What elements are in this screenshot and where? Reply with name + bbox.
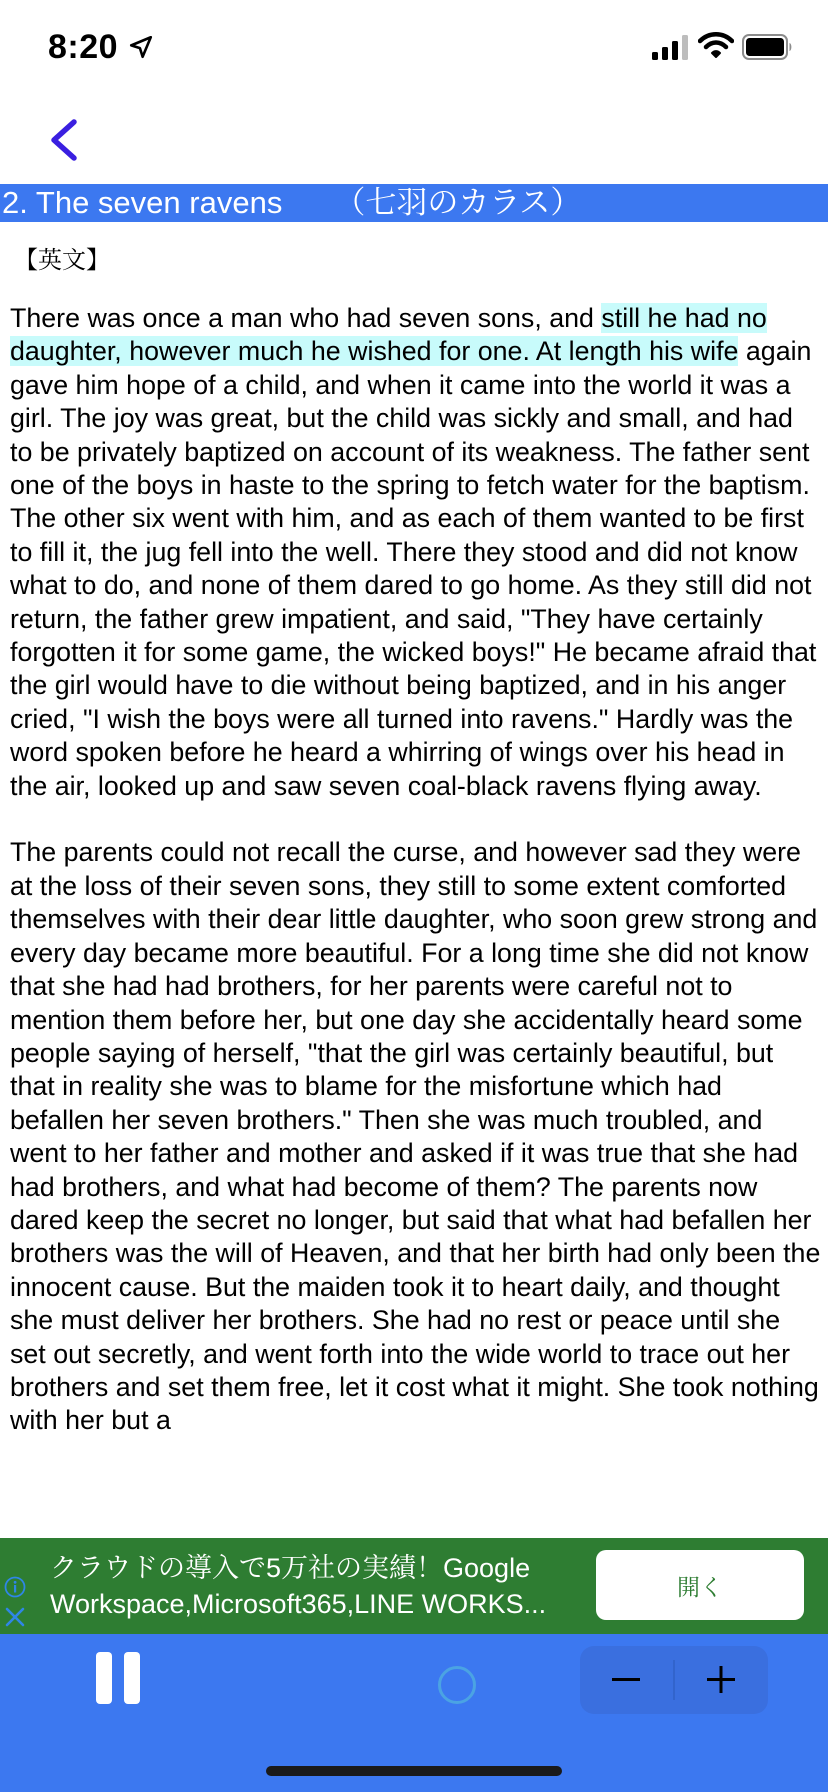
paragraph-text: again gave him hope of a child, and when it came into the world it was a girl. The joy was great, but the child was sickly and small, and had to be privately baptized on account of its weakness. The father sent one of the boys in haste to the spring to fetch water for the baptism. The other six went with him, and as each of them wanted to be first to fill it, the jug fell into the well. There they stood and did not know what to do, and none of them dared to go home. As they still did not return, the father grew impatient, and said, "They have certainly forgotten it for some game, the wicked boys!" He became afraid that the girl would have to die without being baptized, and in his anger cried, "I wish the boys were all turned into ravens." Hardly was the word spoken before he heard a whirring of wings over his head in the air, looked up and saw seven coal-black ravens flying away. xyxy=(10,336,817,801)
status-bar xyxy=(0,0,828,100)
cellular-signal-icon xyxy=(652,34,692,62)
speed-stepper xyxy=(580,1646,768,1714)
minus-icon xyxy=(580,1646,674,1714)
location-arrow-icon xyxy=(128,34,154,60)
info-icon[interactable] xyxy=(4,1576,26,1598)
increase-button[interactable] xyxy=(674,1646,768,1714)
close-icon[interactable] xyxy=(4,1606,26,1628)
decrease-button[interactable] xyxy=(580,1646,674,1714)
highlighted-sentence: still he had no daughter, however much he wished for one. At length his wife xyxy=(10,303,767,367)
section-label-english-text: 【英文】 xyxy=(14,247,110,274)
plus-icon xyxy=(674,1646,768,1714)
story-title-japanese: （七羽のカラス） xyxy=(334,185,582,220)
battery-icon xyxy=(742,34,794,60)
ad-text xyxy=(50,1550,578,1622)
pause-icon xyxy=(124,1652,140,1704)
story-title: 2. The seven ravens xyxy=(2,185,283,220)
ad-line-2: Workspace,Microsoft365,LINE WORKS... xyxy=(50,1589,547,1619)
story-text-area[interactable] xyxy=(10,302,822,1532)
story-paragraph: The parents could not recall the curse, and however sad they were at the loss of their seven sons, they still to some extent comforted themselves with their dear little daughter, who soon grew strong and every day became more beautiful. For a long time she did not know that she had had brothers, for her parents were careful not to mention them before her, but one day she accidentally heard some people saying of herself, "that the girl was certainly beautiful, but that in reality she was to blame for the misfortune which had befallen her seven brothers." Then she was much troubled, and went to her father and mother and asked if it was true that she had had brothers, and what had become of them? The parents now dared keep the secret no longer, but said that what had befallen her brothers was the will of Heaven, and that her birth had only been the innocent cause. But the maiden took it to heart daily, and thought she must deliver her brothers. She had no rest or peace until she set out secretly, and went forth into the wide world to trace out her brothers and set them free, let it cost what it might. She took nothing with her but a xyxy=(10,837,821,1436)
story-title-bar xyxy=(0,184,828,222)
ad-banner[interactable] xyxy=(0,1538,828,1634)
home-indicator[interactable] xyxy=(266,1766,562,1776)
chevron-left-icon xyxy=(40,110,94,170)
paragraph-text: There was once a man who had seven sons, and xyxy=(10,303,602,333)
loading-indicator xyxy=(438,1666,476,1704)
ad-open-button[interactable]: 開く xyxy=(596,1550,804,1620)
ad-line-1: クラウドの導入で5万社の実績！Google xyxy=(50,1553,531,1583)
back-button[interactable] xyxy=(40,110,94,170)
wifi-icon xyxy=(698,32,734,60)
pause-button[interactable] xyxy=(92,1652,144,1708)
story-paragraph xyxy=(10,302,822,803)
status-time: 8:20 xyxy=(48,28,119,66)
pause-icon xyxy=(96,1652,112,1704)
